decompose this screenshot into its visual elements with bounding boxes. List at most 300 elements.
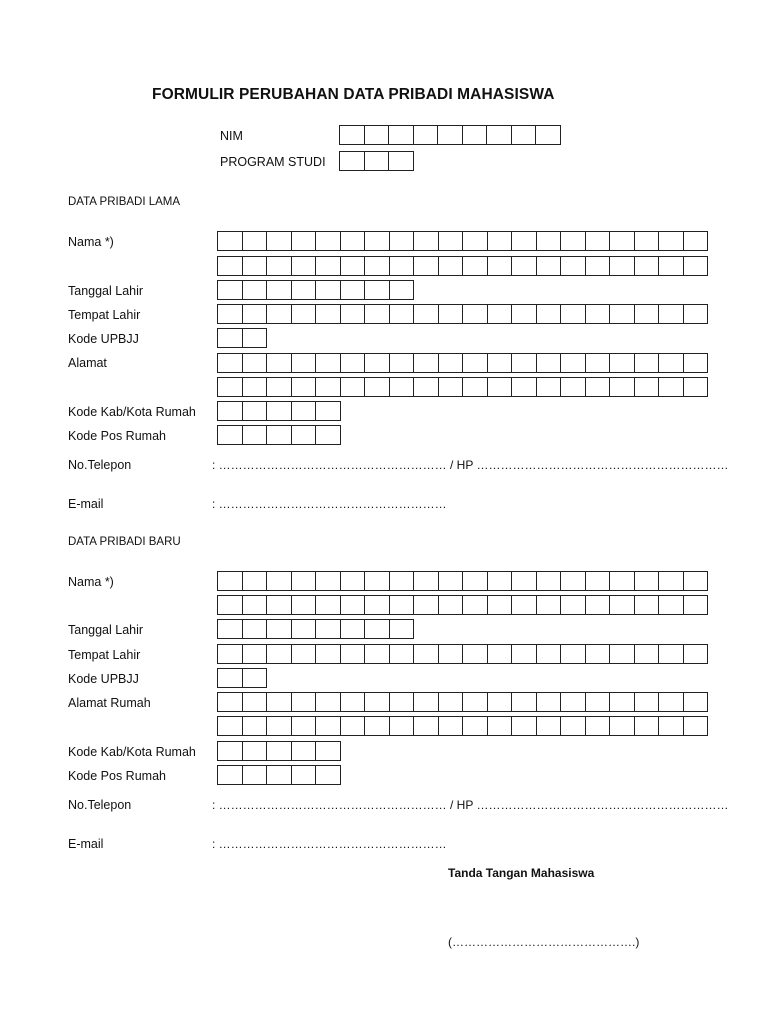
char-box[interactable] [292,304,317,324]
char-box[interactable] [586,644,611,664]
new-email-label: E-mail [68,837,104,851]
char-box[interactable] [218,328,243,348]
program-studi-label: PROGRAM STUDI [220,155,326,169]
char-box[interactable] [610,231,635,251]
char-box[interactable] [635,304,660,324]
char-box[interactable] [414,644,439,664]
char-box[interactable] [414,692,439,712]
char-box[interactable] [292,741,317,761]
char-box[interactable] [243,741,268,761]
char-box[interactable] [537,304,562,324]
char-box[interactable] [512,353,537,373]
char-box[interactable] [218,741,243,761]
char-box[interactable] [537,692,562,712]
char-box[interactable] [292,619,317,639]
char-box[interactable] [414,304,439,324]
char-box[interactable] [340,125,365,145]
char-box[interactable] [635,571,660,591]
char-box[interactable] [659,377,684,397]
char-box[interactable] [218,401,243,421]
char-box[interactable] [389,125,414,145]
char-box[interactable] [439,644,464,664]
char-box[interactable] [659,353,684,373]
char-box[interactable] [390,256,415,276]
char-box[interactable] [341,595,366,615]
char-box[interactable] [267,644,292,664]
char-box[interactable] [586,353,611,373]
char-box[interactable] [439,231,464,251]
char-box[interactable] [463,304,488,324]
char-box[interactable] [488,256,513,276]
char-box[interactable] [292,231,317,251]
char-box[interactable] [341,692,366,712]
new-email-line[interactable]: : ………………………………………………… [212,837,447,851]
char-box[interactable] [292,401,317,421]
char-box[interactable] [218,425,243,445]
char-box[interactable] [610,644,635,664]
char-box[interactable] [586,595,611,615]
char-box[interactable] [463,231,488,251]
char-box[interactable] [635,353,660,373]
old-alamat-label: Alamat [68,356,107,370]
char-box[interactable] [488,595,513,615]
char-box[interactable] [365,377,390,397]
char-box[interactable] [365,619,390,639]
char-box[interactable] [439,256,464,276]
char-box[interactable] [390,377,415,397]
char-box[interactable] [316,231,341,251]
char-box[interactable] [267,353,292,373]
char-box[interactable] [341,280,366,300]
char-box[interactable] [218,377,243,397]
char-box[interactable] [218,765,243,785]
new-nama-boxes-1[interactable] [217,571,708,591]
char-box[interactable] [463,692,488,712]
char-box[interactable] [390,353,415,373]
char-box[interactable] [316,256,341,276]
char-box[interactable] [267,280,292,300]
char-box[interactable] [218,644,243,664]
char-box[interactable] [684,595,709,615]
char-box[interactable] [463,571,488,591]
char-box[interactable] [390,716,415,736]
signature-label: Tanda Tangan Mahasiswa [448,866,595,880]
char-box[interactable] [267,619,292,639]
char-box[interactable] [390,692,415,712]
new-nama-boxes-2[interactable] [217,595,708,615]
char-box[interactable] [561,256,586,276]
char-box[interactable] [635,231,660,251]
char-box[interactable] [512,304,537,324]
char-box[interactable] [684,571,709,591]
char-box[interactable] [512,231,537,251]
char-box[interactable] [243,280,268,300]
char-box[interactable] [292,280,317,300]
char-box[interactable] [659,571,684,591]
char-box[interactable] [341,619,366,639]
char-box[interactable] [586,692,611,712]
char-box[interactable] [512,644,537,664]
char-box[interactable] [218,304,243,324]
char-box[interactable] [316,353,341,373]
char-box[interactable] [316,716,341,736]
form-title: FORMULIR PERUBAHAN DATA PRIBADI MAHASISWA [152,86,555,103]
char-box[interactable] [610,256,635,276]
section-old-title: DATA PRIBADI LAMA [68,196,181,208]
char-box[interactable] [463,595,488,615]
char-box[interactable] [659,231,684,251]
char-box[interactable] [610,692,635,712]
char-box[interactable] [561,571,586,591]
char-box[interactable] [292,692,317,712]
char-box[interactable] [635,692,660,712]
char-box[interactable] [512,595,537,615]
char-box[interactable] [414,256,439,276]
section-new-title: DATA PRIBADI BARU [68,536,181,548]
char-box[interactable] [537,256,562,276]
char-box[interactable] [243,353,268,373]
char-box[interactable] [635,595,660,615]
char-box[interactable] [561,304,586,324]
char-box[interactable] [243,644,268,664]
char-box[interactable] [463,125,488,145]
char-box[interactable] [316,425,341,445]
new-nama-label: Nama *) [68,575,114,589]
new-kode-pos-boxes[interactable] [217,765,341,785]
char-box[interactable] [316,304,341,324]
char-box[interactable] [659,256,684,276]
char-box[interactable] [243,716,268,736]
char-box[interactable] [536,125,561,145]
char-box[interactable] [292,353,317,373]
char-box[interactable] [292,571,317,591]
char-box[interactable] [218,619,243,639]
char-box[interactable] [218,716,243,736]
char-box[interactable] [365,231,390,251]
char-box[interactable] [487,125,512,145]
char-box[interactable] [218,280,243,300]
old-telepon-line[interactable]: : ………………………………………………… / HP ……………………………………………………… [212,458,729,472]
char-box[interactable] [586,377,611,397]
char-box[interactable] [586,571,611,591]
char-box[interactable] [365,692,390,712]
char-box[interactable] [292,377,317,397]
old-kode-upbjj-boxes[interactable] [217,328,267,348]
char-box[interactable] [463,377,488,397]
old-email-line[interactable]: : ………………………………………………… [212,497,447,511]
char-box[interactable] [684,644,709,664]
new-kode-pos-label: Kode Pos Rumah [68,769,166,783]
char-box[interactable] [218,256,243,276]
char-box[interactable] [635,377,660,397]
char-box[interactable] [267,377,292,397]
char-box[interactable] [365,304,390,324]
char-box[interactable] [316,401,341,421]
char-box[interactable] [586,716,611,736]
char-box[interactable] [488,353,513,373]
new-alamat-boxes-1[interactable] [217,692,708,712]
char-box[interactable] [341,716,366,736]
char-box[interactable] [243,231,268,251]
char-box[interactable] [537,571,562,591]
new-tempat-lahir-label: Tempat Lahir [68,648,141,662]
char-box[interactable] [243,304,268,324]
char-box[interactable] [365,280,390,300]
char-box[interactable] [438,125,463,145]
char-box[interactable] [341,644,366,664]
char-box[interactable] [635,256,660,276]
char-box[interactable] [488,716,513,736]
old-tanggal-lahir-label: Tanggal Lahir [68,284,144,298]
char-box[interactable] [218,571,243,591]
char-box[interactable] [243,765,268,785]
char-box[interactable] [316,644,341,664]
char-box[interactable] [365,595,390,615]
char-box[interactable] [390,304,415,324]
new-telepon-line[interactable]: : ………………………………………………… / HP ……………………………………………………… [212,798,729,812]
char-box[interactable] [341,256,366,276]
char-box[interactable] [390,595,415,615]
char-box[interactable] [684,256,709,276]
char-box[interactable] [659,644,684,664]
old-tempat-lahir-boxes[interactable] [217,304,708,324]
char-box[interactable] [341,231,366,251]
old-tanggal-lahir-boxes[interactable] [217,280,414,300]
char-box[interactable] [292,716,317,736]
char-box[interactable] [537,353,562,373]
old-alamat-boxes-1[interactable] [217,353,708,373]
char-box[interactable] [414,353,439,373]
old-nama-label: Nama *) [68,235,114,249]
char-box[interactable] [292,595,317,615]
char-box[interactable] [292,425,317,445]
char-box[interactable] [365,256,390,276]
nim-label: NIM [220,129,243,143]
char-box[interactable] [414,231,439,251]
char-box[interactable] [218,692,243,712]
old-email-label: E-mail [68,497,104,511]
old-kode-pos-label: Kode Pos Rumah [68,429,166,443]
new-alamat-label: Alamat Rumah [68,696,151,710]
char-box[interactable] [292,765,317,785]
char-box[interactable] [439,595,464,615]
char-box[interactable] [365,716,390,736]
char-box[interactable] [684,716,709,736]
char-box[interactable] [341,571,366,591]
char-box[interactable] [267,765,292,785]
char-box[interactable] [365,125,390,145]
char-box[interactable] [267,595,292,615]
new-kode-kab-label: Kode Kab/Kota Rumah [68,745,196,759]
char-box[interactable] [537,231,562,251]
char-box[interactable] [610,571,635,591]
char-box[interactable] [218,595,243,615]
char-box[interactable] [610,377,635,397]
char-box[interactable] [610,304,635,324]
char-box[interactable] [267,304,292,324]
char-box[interactable] [684,353,709,373]
char-box[interactable] [561,231,586,251]
char-box[interactable] [659,716,684,736]
old-alamat-boxes-2[interactable] [217,377,708,397]
char-box[interactable] [610,716,635,736]
char-box[interactable] [243,692,268,712]
char-box[interactable] [439,304,464,324]
char-box[interactable] [414,595,439,615]
char-box[interactable] [684,304,709,324]
char-box[interactable] [365,644,390,664]
char-box[interactable] [537,595,562,615]
old-telepon-label: No.Telepon [68,458,132,472]
char-box[interactable] [488,231,513,251]
char-box[interactable] [610,353,635,373]
char-box[interactable] [586,256,611,276]
char-box[interactable] [390,231,415,251]
char-box[interactable] [488,692,513,712]
char-box[interactable] [243,425,268,445]
char-box[interactable] [218,668,243,688]
char-box[interactable] [561,716,586,736]
char-box[interactable] [586,231,611,251]
char-box[interactable] [218,353,243,373]
char-box[interactable] [414,571,439,591]
char-box[interactable] [267,741,292,761]
char-box[interactable] [243,328,268,348]
char-box[interactable] [586,304,611,324]
char-box[interactable] [439,692,464,712]
char-box[interactable] [267,571,292,591]
char-box[interactable] [389,151,414,171]
char-box[interactable] [659,304,684,324]
char-box[interactable] [463,644,488,664]
char-box[interactable] [316,692,341,712]
char-box[interactable] [390,644,415,664]
char-box[interactable] [414,716,439,736]
char-box[interactable] [316,377,341,397]
new-tanggal-lahir-label: Tanggal Lahir [68,623,144,637]
char-box[interactable] [439,716,464,736]
new-alamat-boxes-2[interactable] [217,716,708,736]
char-box[interactable] [243,668,268,688]
char-box[interactable] [512,125,537,145]
char-box[interactable] [267,231,292,251]
char-box[interactable] [512,692,537,712]
char-box[interactable] [635,644,660,664]
char-box[interactable] [684,692,709,712]
new-tanggal-lahir-boxes[interactable] [217,619,414,639]
char-box[interactable] [463,256,488,276]
char-box[interactable] [243,256,268,276]
char-box[interactable] [365,353,390,373]
char-box[interactable] [243,377,268,397]
new-tempat-lahir-boxes[interactable] [217,644,708,664]
char-box[interactable] [561,692,586,712]
char-box[interactable] [488,304,513,324]
char-box[interactable] [243,619,268,639]
char-box[interactable] [218,231,243,251]
old-kode-upbjj-label: Kode UPBJJ [68,332,139,346]
char-box[interactable] [267,401,292,421]
char-box[interactable] [292,256,317,276]
char-box[interactable] [537,716,562,736]
char-box[interactable] [316,280,341,300]
char-box[interactable] [316,741,341,761]
char-box[interactable] [439,353,464,373]
char-box[interactable] [488,644,513,664]
char-box[interactable] [414,125,439,145]
char-box[interactable] [463,353,488,373]
new-kode-kab-boxes[interactable] [217,741,341,761]
char-box[interactable] [512,716,537,736]
char-box[interactable] [659,692,684,712]
new-kode-upbjj-boxes[interactable] [217,668,267,688]
char-box[interactable] [635,716,660,736]
old-tempat-lahir-label: Tempat Lahir [68,308,141,322]
char-box[interactable] [488,571,513,591]
char-box[interactable] [316,571,341,591]
char-box[interactable] [316,619,341,639]
char-box[interactable] [267,716,292,736]
char-box[interactable] [659,595,684,615]
char-box[interactable] [365,571,390,591]
char-box[interactable] [561,377,586,397]
char-box[interactable] [512,571,537,591]
char-box[interactable] [390,619,415,639]
char-box[interactable] [292,644,317,664]
char-box[interactable] [414,377,439,397]
char-box[interactable] [463,716,488,736]
program-studi-boxes[interactable] [339,151,414,171]
char-box[interactable] [561,353,586,373]
char-box[interactable] [512,377,537,397]
char-box[interactable] [512,256,537,276]
char-box[interactable] [341,353,366,373]
char-box[interactable] [340,151,365,171]
new-kode-upbjj-label: Kode UPBJJ [68,672,139,686]
old-nama-boxes-2[interactable] [217,256,708,276]
char-box[interactable] [316,765,341,785]
char-box[interactable] [610,595,635,615]
char-box[interactable] [267,692,292,712]
char-box[interactable] [267,256,292,276]
char-box[interactable] [390,571,415,591]
char-box[interactable] [341,377,366,397]
char-box[interactable] [390,280,415,300]
char-box[interactable] [537,377,562,397]
old-kode-kab-boxes[interactable] [217,401,341,421]
char-box[interactable] [439,571,464,591]
char-box[interactable] [684,377,709,397]
char-box[interactable] [316,595,341,615]
char-box[interactable] [684,231,709,251]
char-box[interactable] [561,644,586,664]
char-box[interactable] [243,401,268,421]
old-kode-pos-boxes[interactable] [217,425,341,445]
char-box[interactable] [243,571,268,591]
new-telepon-label: No.Telepon [68,798,132,812]
char-box[interactable] [243,595,268,615]
old-nama-boxes-1[interactable] [217,231,708,251]
char-box[interactable] [439,377,464,397]
char-box[interactable] [488,377,513,397]
char-box[interactable] [341,304,366,324]
nim-boxes[interactable] [339,125,561,145]
char-box[interactable] [537,644,562,664]
char-box[interactable] [267,425,292,445]
char-box[interactable] [561,595,586,615]
char-box[interactable] [365,151,390,171]
signature-line[interactable]: (……………………………………….) [448,935,640,949]
